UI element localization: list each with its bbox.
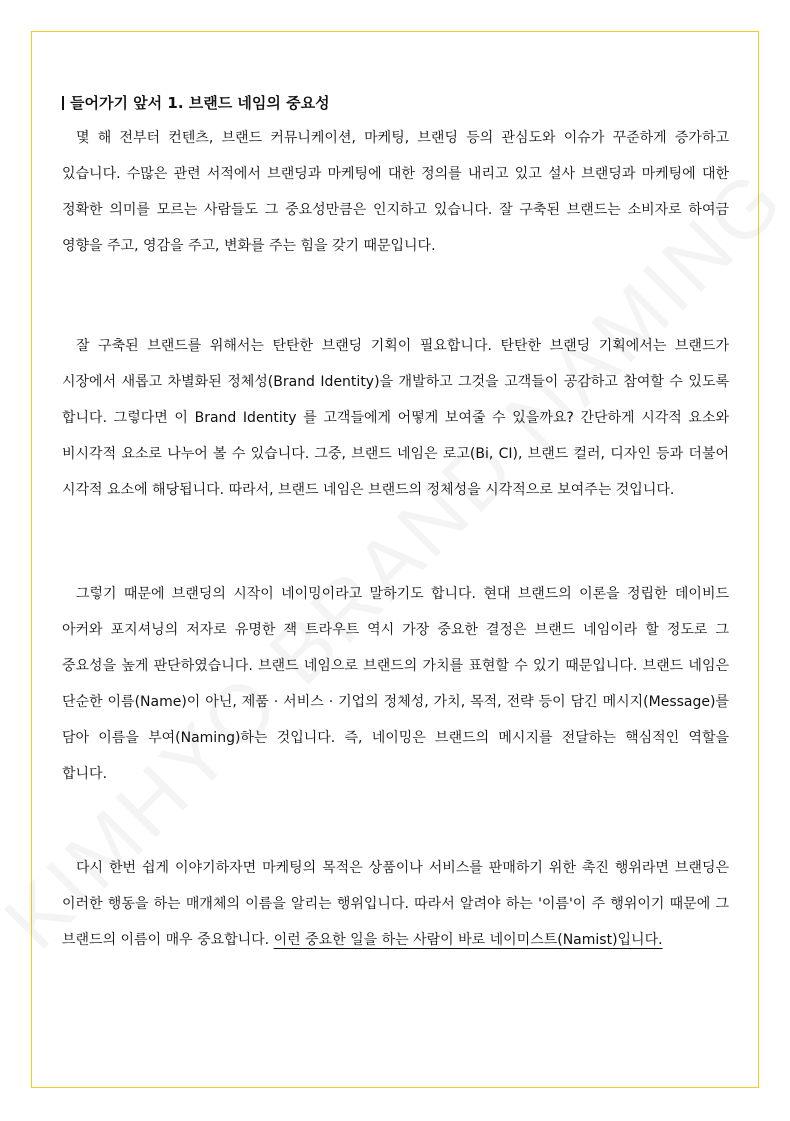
section-heading-text: 들어가기 앞서 1. 브랜드 네임의 중요성 — [70, 94, 330, 112]
paragraph-3: 그렇기 때문에 브랜딩의 시작이 네이밍이라고 말하기도 합니다. 현대 브랜드의 이론을 정립한 데이비드 아커와 포지셔닝의 저자로 유명한 잭 트라우트 역시 가장 중요한 결정은 브랜드 네임이라 할 정도로 그 중요성을 높게 판단하였습니다. 브랜드 네임으로 브랜드의 가치를 표현할 수 있기 때문입니다. 브랜드 네임은 단순한 이름(Name)이 아닌, 제품 · 서비스 · 기업의 정체성, 가치, 목적, 전략 등이 담긴 메시지(Message)를 담아 이름을 부여(Naming)하는 것입니다. 즉, 네이밍은 브랜드의 메시지를 전달하는 핵심적인 역할을 합니다. — [62, 586, 729, 782]
paragraph-2: 잘 구축된 브랜드를 위해서는 탄탄한 브랜딩 기획이 필요합니다. 탄탄한 브랜딩 기획에서는 브랜드가 시장에서 새롭고 차별화된 정체성(Brand Identity)을 개발하고 그것을 고객들이 공감하고 참여할 수 있도록 합니다. 그렇다면 이 Brand Identity 를 고객들에게 어떻게 보여줄 수 있을까요? 간단하게 시각적 요소와 비시각적 요소로 나누어 볼 수 있습니다. 그중, 브랜드 네임은 로고(Bi, CI), 브랜드 컬러, 디자인 등과 더불어 시각적 요소에 해당됩니다. 따라서, 브랜드 네임은 브랜드의 정체성을 시각적으로 보여주는 것입니다. — [62, 338, 729, 498]
paragraph-1: 몇 해 전부터 컨텐츠, 브랜드 커뮤니케이션, 마케팅, 브랜딩 등의 관심도와 이슈가 꾸준하게 증가하고 있습니다. 수많은 관련 서적에서 브랜딩과 마케팅에 대한 정의를 내리고 있고 설사 브랜딩과 마케팅에 대한 정확한 의미를 모르는 사람들도 그 중요성만큼은 인지하고 있습니다. 잘 구축된 브랜드는 소비자로 하여금 영향을 주고, 영감을 주고, 변화를 주는 힘을 갖기 때문입니다. — [62, 130, 729, 254]
heading-bar — [62, 96, 64, 110]
paragraph-4 — [62, 850, 729, 958]
document-body — [62, 92, 729, 958]
paragraph-4-text: 다시 한번 쉽게 이야기하자면 마케팅의 목적은 상품이나 서비스를 판매하기 위한 촉진 행위라면 브랜딩은 이러한 행동을 하는 매개체의 이름을 알리는 행위입니다. 따라서 알려야 하는 '이름'이 주 행위이기 때문에 그 브랜드의 이름이 매우 중요합니다. — [62, 860, 729, 948]
paragraph-4-underlined-text: 이런 중요한 일을 하는 사람이 바로 네이미스트(Namist)입니다. — [273, 932, 663, 948]
section-heading — [62, 92, 729, 114]
